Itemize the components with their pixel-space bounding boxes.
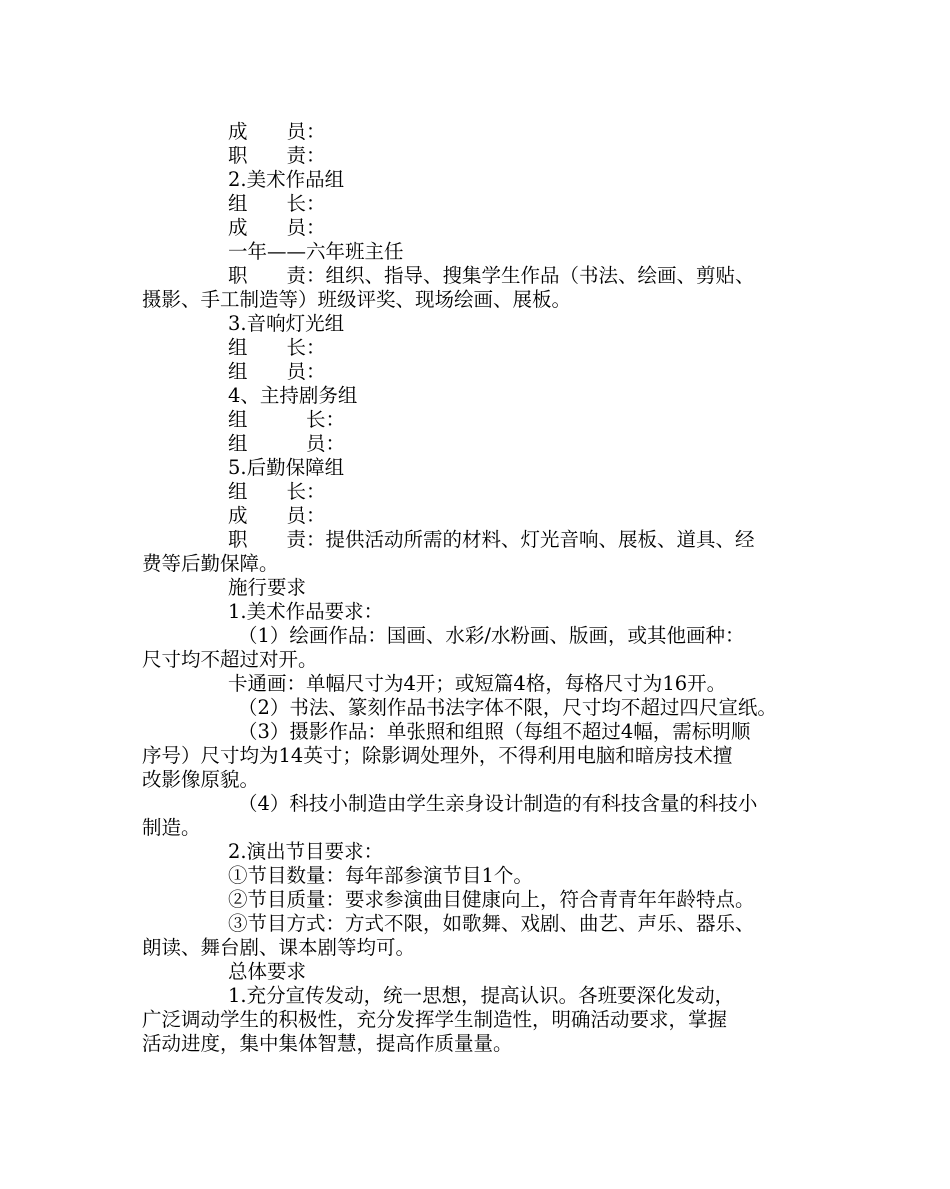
text-line: 组 长： <box>228 480 326 503</box>
text-line: 1.美术作品要求： <box>228 600 384 623</box>
text-line: 组 长： <box>228 192 326 215</box>
section-heading: 4、主持剧务组 <box>228 384 358 407</box>
text-line: ③节目方式：方式不限，如歌舞、戏剧、曲艺、声乐、器乐、 <box>228 912 755 935</box>
text-line: 尺寸均不超过对开。 <box>142 648 318 671</box>
section-heading: 总体要求 <box>228 960 307 983</box>
text-line: 广泛调动学生的积极性，充分发挥学生制造性，明确活动要求，掌握 <box>142 1008 728 1031</box>
text-line: 朗读、舞台剧、课本剧等均可。 <box>142 936 416 959</box>
text-line: （1）绘画作品：国画、水彩/水粉画、版画，或其他画种： <box>238 624 745 647</box>
text-line: 组 员： <box>228 360 326 383</box>
section-heading: 3.音响灯光组 <box>228 312 345 335</box>
section-heading: 5.后勤保障组 <box>228 456 345 479</box>
text-line: 成 员： <box>228 120 326 143</box>
section-heading: 施行要求 <box>228 576 307 599</box>
text-line: 费等后勤保障。 <box>142 552 279 575</box>
text-line: 卡通画：单幅尺寸为4开；或短篇4格，每格尺寸为16开。 <box>228 672 727 695</box>
text-line: 2.演出节目要求： <box>228 840 384 863</box>
text-line: 成 员： <box>228 216 326 239</box>
text-line: ②节目质量：要求参演曲目健康向上，符合青青年年龄特点。 <box>228 888 755 911</box>
text-line: （2）书法、篆刻作品书法字体不限，尺寸均不超过四尺宣纸。 <box>238 696 777 719</box>
text-line: 组 长： <box>228 336 326 359</box>
text-line: 序号）尺寸均为14英寸；除影调处理外，不得利用电脑和暗房技术擅 <box>142 744 733 767</box>
text-line: 组 员： <box>228 432 346 455</box>
section-heading: 2.美术作品组 <box>228 168 345 191</box>
text-line: 摄影、手工制造等）班级评奖、现场绘画、展板。 <box>142 288 572 311</box>
text-line: （3）摄影作品：单张照和组照（每组不超过4幅，需标明顺 <box>238 720 751 743</box>
text-line: 1.充分宣传发动，统一思想，提高认识。各班要深化发动， <box>228 984 735 1007</box>
document-body <box>142 120 822 1056</box>
text-line: ①节目数量：每年部参演节目1个。 <box>228 864 533 887</box>
text-line: （4）科技小制造由学生亲身设计制造的有科技含量的科技小 <box>238 792 758 815</box>
text-line: 改影像原貌。 <box>142 768 260 791</box>
text-line: 职 责： <box>228 144 326 167</box>
text-line: 职 责：提供活动所需的材料、灯光音响、展板、道具、经 <box>228 528 755 551</box>
text-line: 组 长： <box>228 408 346 431</box>
text-line: 制造。 <box>142 816 201 839</box>
text-line: 一年——六年班主任 <box>228 240 404 263</box>
text-line: 成 员： <box>228 504 326 527</box>
text-line: 活动进度，集中集体智慧，提高作质量量。 <box>142 1032 513 1055</box>
text-line: 职 责：组织、指导、搜集学生作品（书法、绘画、剪贴、 <box>228 264 755 287</box>
